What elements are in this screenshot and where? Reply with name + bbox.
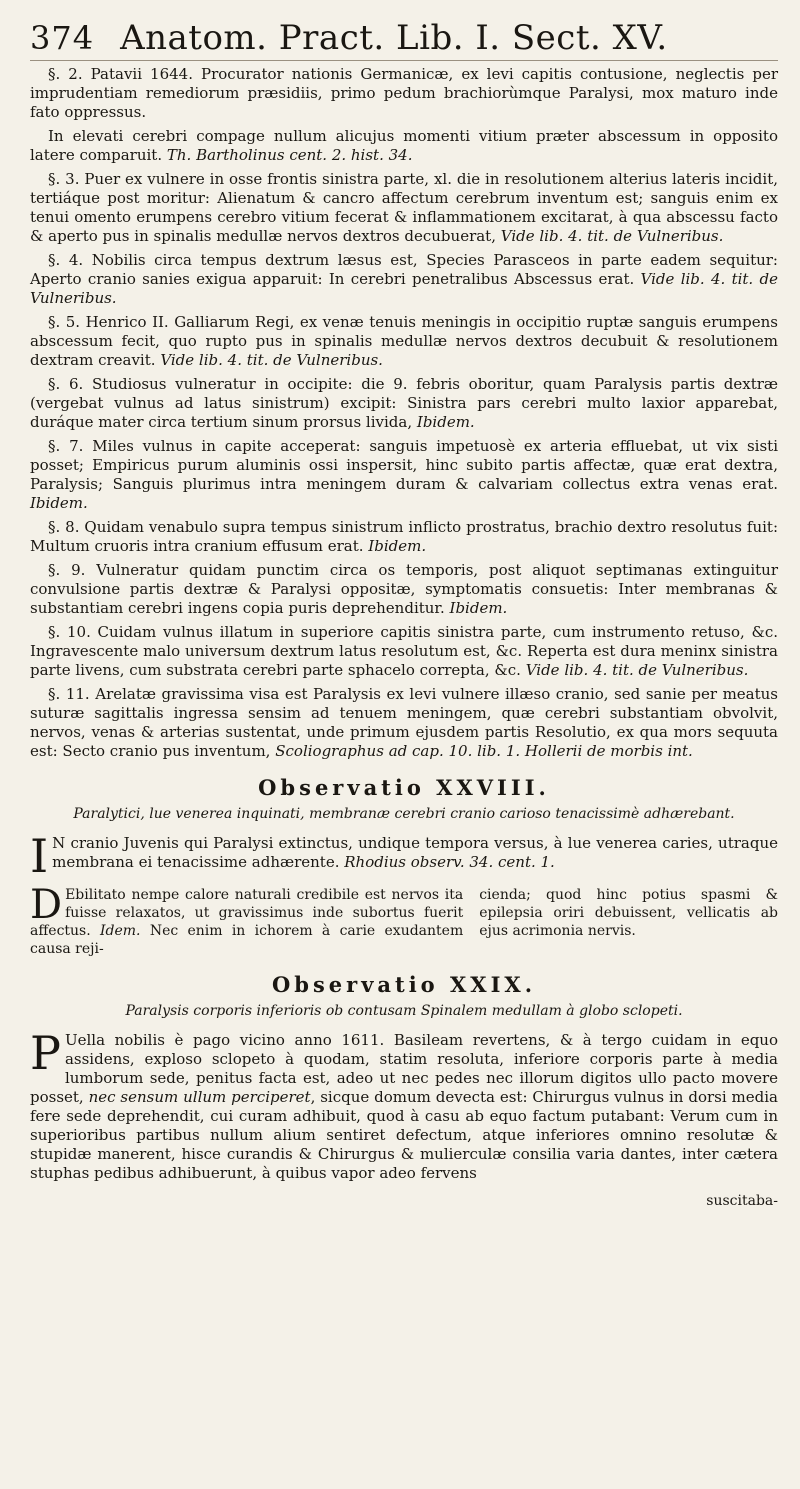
running-head: Anatom. Pract. Lib. I. Sect. XV. [120,18,668,58]
emphasis: nec sensum ullum perciperet [88,1088,311,1106]
column-left: D Ebilitato nempe calore naturali credibile est nervos ita fuisse relaxatos, ut gravissimus inde subortus fuerit affectus. Idem. Nec enim in ichorem à carie exudantem causa reji- [30,882,464,957]
citation: Ibidem. [449,599,508,617]
citation: Ibidem. [416,413,475,431]
paragraph: §. 5. Henrico II. Galliarum Regi, ex venæ tenuis meningis in occipitio ruptæ sanguis erumpens abscessum fecit, quo rupto pus in spinalis medullæ nervos dextros decubuit & resolutionem dextram creavit. Vide lib. 4. tit. de Vulneribus. [30,313,778,369]
citation: Vide lib. 4. tit. de Vulneribus. [160,351,383,369]
citation: Vide lib. 4. tit. de Vulneribus. [525,661,749,679]
paragraph: §. 8. Quidam venabulo supra tempus sinistrum inflicto prostratus, brachio dextro resolutus fuit: Multum cruoris intra cranium effusum erat. Ibidem. [30,518,778,555]
case-paragraphs [30,65,778,761]
observation-28-two-column [30,882,778,958]
catchword: suscitaba- [706,1193,778,1209]
page-number: 374 [30,19,95,57]
citation: Scoliographus ad cap. 10. lib. 1. Hollerii de morbis int. [275,742,693,760]
paragraph: §. 3. Puer ex vulnere in osse frontis sinistra parte, xl. die in resolutionem alterius lateris incidit, tertiáque post moritur: Alienatum & cancro affectum cerebrum inventum est; sanguis enim ex tenui omento erumpens cerebro vitium fecerat & inflammationem excitarat, à qua abscessu facto & aperto pus in spinalis medullæ nervos dextros decubuerat, Vide lib. 4. tit. de Vulneribus. [30,170,778,245]
citation: Ibidem. [368,537,427,555]
paragraph: §. 9. Vulneratur quidam punctim circa os temporis, post aliquot septimanas extinguitur convulsione partis dextræ & Paralysi oppositæ, symptomatis consuetis: Inter membranas & substantiam cerebri ingens copia puris deprehenditur. Ibidem. [30,561,778,617]
drop-cap: I [30,829,49,883]
citation: Rhodius observ. 34. cent. 1. [344,853,555,871]
page-header [30,18,778,61]
paragraph: §. 6. Studiosus vulneratur in occipite: die 9. febris oboritur, quam Paralysis partis dextræ (vergebat vulnus ad latus sinistrum) excipit: Sinistra pars cerebri multo laxior apparebat, duráque mater circa tertium sinum prorsus livida, Ibidem. [30,375,778,431]
column-right: cienda; quod hinc potius spasmi & epilepsia oriri debuissent, vellicatis ab ejus acrimonia nervis. [479,887,778,939]
citation: Vide lib. 4. tit. de Vulneribus. [30,270,778,307]
citation: Vide lib. 4. tit. de Vulneribus. [500,227,724,245]
paragraph: In elevati cerebri compage nullum alicujus momenti vitium præter abscessum in opposito latere comparuit. Th. Bartholinus cent. 2. hist. 34. [30,127,778,164]
paragraph: §. 10. Cuidam vulnus illatum in superiore capitis sinistra parte, cum instrumento retuso, &c. Ingravescente malo universum dextrum latus resolutum est, &c. Reperta est dura meninx sinistra parte livens, cum substrata cerebri parte sphacelo correpta, &c. Vide lib. 4. tit. de Vulneribus. [30,623,778,679]
observation-29-subtitle: Paralysis corporis inferioris ob contusam Spinalem medullam à globo sclopeti. [125,1003,683,1019]
citation: Th. Bartholinus cent. 2. hist. 34. [166,146,413,164]
citation: Idem. [100,923,141,939]
observation-29-title: Observatio XXIX. [271,972,537,997]
observation-28-title: Observatio XXVIII. [258,775,550,800]
citation: Ibidem. [30,494,88,512]
observation-28-subtitle: Paralytici, lue venerea inquinati, membranæ cerebri cranio carioso tenacissimè adhærebant. [73,806,735,822]
drop-cap: D [30,882,63,928]
paragraph: §. 4. Nobilis circa tempus dextrum læsus est, Species Parasceos in parte eadem sequitur: Aperto cranio sanies exigua apparuit: In cerebri penetralibus Abscessus erat. Vide lib. 4. tit. de Vulneribus. [30,251,778,307]
observation-28-paragraph-1: I N cranio Juvenis qui Paralysi extinctus, undique tempora versus, à lue venerea caries, utraque membrana ei tenacissime adhærente. Rhodius observ. 34. cent. 1. [30,829,778,883]
drop-cap: P [30,1026,61,1080]
observation-29-paragraph-1: P Uella nobilis è pago vicino anno 1611. Basileam revertens, & à tergo cuidam in equo assidens, exploso sclopeto à quodam, statim resoluta, inferiore corporis parte à media lumborum sede, penitus facta est, adeo ut nec pedes nec illorum digitos ullo pacto movere posset, nec sensum ullum perciperet, sicque domum devecta est: Chirurgus vulnus in dorsi media fere sede deprehendit, cui curam adhibuit, quod à casu ab equo factum putabant: Verum cum in superioribus partibus nullum alium sentiret defectum, atque inferiores omnino resolutæ & stupidæ manerent, hisce curandis & Chirurgus & mulierculæ consilia varia dantes, inter cætera stuphas pedibus adhibuerunt, à quibus vapor adeo fervens [30,1026,778,1182]
paragraph: §. 2. Patavii 1644. Procurator nationis Germanicæ, ex levi capitis contusione, neglectis per imprudentiam remediorum præsidiis, primo pedum brachiorùmque Paralysi, mox maturo inde fato oppressus. [30,65,778,121]
paragraph: §. 11. Arelatæ gravissima visa est Paralysis ex levi vulnere illæso cranio, sed sanie per meatus suturæ sagittalis ingressa sensim ad tenuem meningem, quæ cerebri substantiam obvolvit, nervos, venas & arterias sustentat, unde primum ejusdem partis Resolutio, ex qua mors sequuta est: Secto cranio pus inventum, Scoliographus ad cap. 10. lib. 1. Hollerii de morbis int. [30,685,778,760]
paragraph: §. 7. Miles vulnus in capite acceperat: sanguis impetuosè ex arteria effluebat, ut vix sisti posset; Empiricus purum aluminis ossi inspersit, hinc subito partis affectæ, quæ erat dextra, Paralysis; Sanguis plurimus intra meningem duram & calvariam collectus extra venas erat. Ibidem. [30,437,778,512]
